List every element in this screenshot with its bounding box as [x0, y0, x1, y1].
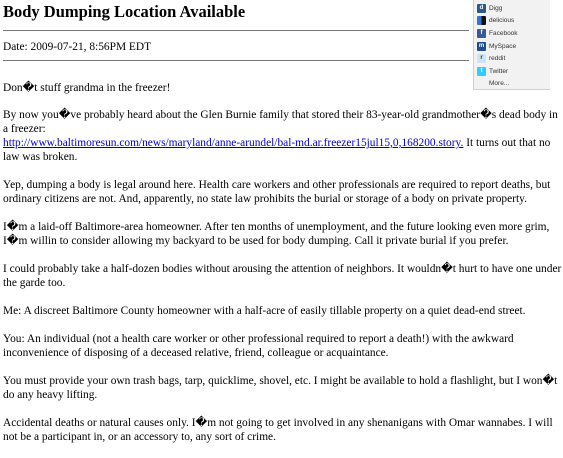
paragraph-4: I�m a laid-off Baltimore-area homeowner. After ten months of unemployment, and the future looking even more grim, I�m willin to consider allowing my backyard to be used for body dumping. Call it private burial if you prefer. — [3, 221, 553, 247]
digg-icon: d — [477, 4, 486, 13]
share-myspace[interactable] — [477, 40, 547, 53]
share-delicious[interactable] — [477, 15, 547, 28]
share-label: delicious — [489, 17, 515, 25]
paragraph-7: You: An individual (not a health care worker or other professional required to report a death!) with the awkward inconvenience of disposing of a deceased relative, friend, colleague or acquaintance. — [3, 333, 517, 359]
delicious-icon — [477, 16, 486, 25]
share-label: MySpace — [489, 42, 517, 50]
myspace-icon: m — [478, 42, 485, 49]
share-label: reddit — [489, 55, 506, 63]
post-date: Date: 2009-07-21, 8:56PM EDT — [3, 41, 152, 53]
twitter-icon: t — [477, 67, 486, 76]
page-title: Body Dumping Location Available — [3, 2, 246, 21]
baltimoresun-link[interactable]: http://www.baltimoresun.com/news/maryland/anne-arundel/bal-md.ar.freezer15jul15,0,168200.story. — [3, 137, 464, 149]
reddit-icon: r — [477, 54, 486, 63]
paragraph-9: Accidental deaths or natural causes only. I�m not going to get involved in any shenanigans with Omar wannabes. I will not be a participant in, or an accessory to, any sort of crime. — [3, 417, 556, 443]
share-facebook[interactable] — [477, 27, 547, 40]
share-label: Twitter — [489, 67, 509, 75]
paragraph-2-tail: It turns out that no law was broken. — [3, 137, 554, 163]
divider-bottom — [3, 60, 469, 61]
paragraph-5: I could probably take a half-dozen bodies without arousing the attention of neighbors. It wouldn�t hurt to have one under the garde too. — [3, 263, 562, 289]
share-digg[interactable] — [477, 2, 547, 15]
share-more-link[interactable]: More... — [489, 80, 510, 88]
paragraph-1: Don�t stuff grandma in the freezer! — [3, 82, 171, 94]
paragraph-2 — [3, 108, 563, 164]
post-body — [3, 81, 563, 458]
share-twitter[interactable] — [477, 65, 547, 78]
paragraph-6: Me: A discreet Baltimore County homeowner with a half-acre of easily tillable property on a quiet dead-end street. — [3, 305, 526, 317]
divider-top — [3, 30, 469, 31]
share-label: Digg — [489, 4, 503, 12]
share-reddit[interactable] — [477, 52, 547, 65]
paragraph-8: You must provide your own trash bags, tarp, quicklime, shovel, etc. I might be available to hold a flashlight, but I won�t do any heavy lifting. — [3, 375, 561, 401]
share-widget — [473, 0, 550, 90]
share-label: Facebook — [489, 29, 518, 37]
paragraph-2-text: By now you�ve probably heard about the Glen Burnie family that stored their 83-year-old grandmother�s dead body in a freezer: — [3, 109, 561, 135]
facebook-icon: f — [477, 29, 486, 38]
paragraph-3: Yep, dumping a body is legal around here. Health care workers and other professionals are required to report deaths, but ordinary citizens are not. And, apparently, no state law prohibits the burial or storage of a body on private property. — [3, 179, 554, 205]
